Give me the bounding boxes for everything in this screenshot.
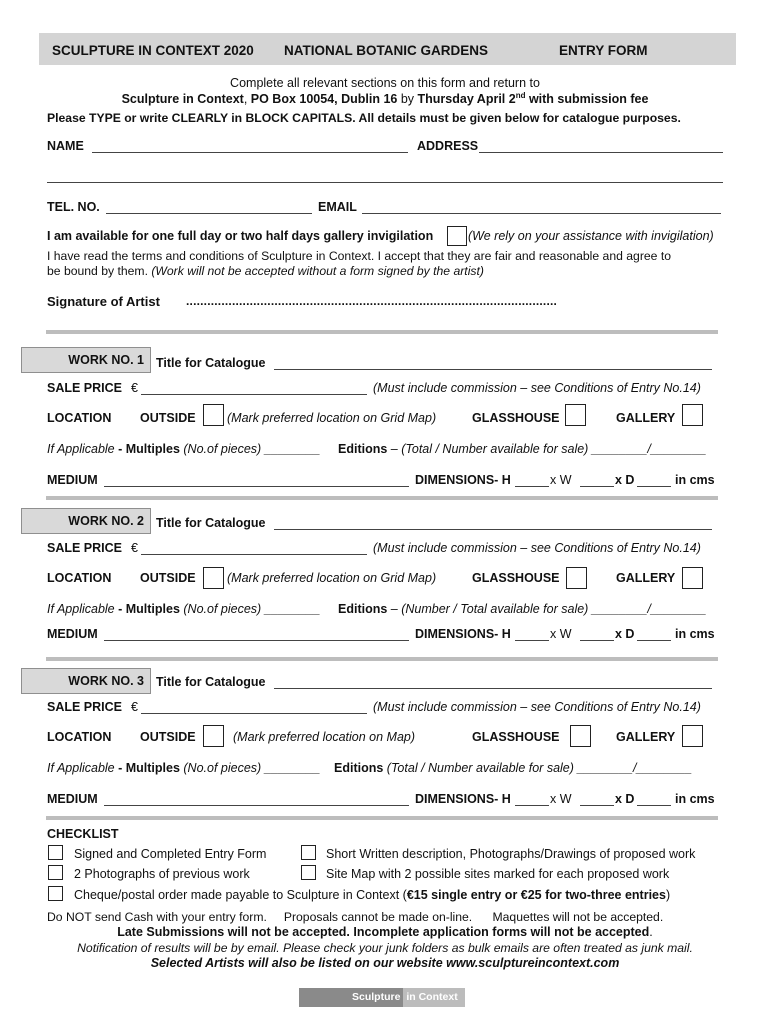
work-2-editions[interactable] <box>338 602 707 616</box>
work-1-multiples-label: - Multiples <box>114 442 180 456</box>
work-1-sale-note: (Must include commission – see Conditions of Entry No.14) <box>373 381 701 395</box>
work-1-medium-field[interactable] <box>104 474 409 487</box>
work-3-dimensions-label: DIMENSIONS- H <box>415 792 511 806</box>
work-1-outside-note: (Mark preferred location on Grid Map) <box>227 411 437 425</box>
footer-notification: Notification of results will be by email. Please check your junk folders as bulk emails are often treated as junk mail. <box>77 941 693 955</box>
footer-late-dot: . <box>649 925 653 939</box>
checklist-item-signed-form: Signed and Completed Entry Form <box>74 847 267 861</box>
checklist-checkbox-5[interactable] <box>48 886 63 901</box>
work-2-location-label: LOCATION <box>47 571 112 585</box>
work-1-outside-checkbox[interactable] <box>203 404 224 426</box>
tel-field[interactable] <box>106 201 312 214</box>
name-field[interactable] <box>92 140 408 153</box>
footer-late-notice <box>0 925 770 939</box>
work-3-outside-note: (Mark preferred location on Map) <box>233 730 416 744</box>
work-3-glasshouse-checkbox[interactable] <box>570 725 591 747</box>
work-2-dimensions-label: DIMENSIONS- H <box>415 627 511 641</box>
header-title: SCULPTURE IN CONTEXT 2020 <box>52 43 254 58</box>
work-1-gallery-label: GALLERY <box>616 411 676 425</box>
work-1-editions[interactable] <box>338 442 707 456</box>
email-field[interactable] <box>362 201 721 214</box>
work-2-height-field[interactable] <box>515 628 549 641</box>
work-2-editions-note: – (Number / Total available for sale) ________/________ <box>387 602 707 616</box>
intro-line-1: Complete all relevant sections on this form and return to <box>230 76 540 90</box>
checklist-cheque-end: ) <box>665 888 671 902</box>
logo-sculpture: Sculpture <box>299 988 403 1007</box>
work-1-cms: in cms <box>675 473 715 487</box>
work-3-divider <box>46 816 718 820</box>
work-2-width-field[interactable] <box>580 628 614 641</box>
checklist-fee: €15 single entry or €25 for two-three entries <box>406 888 666 902</box>
work-3-medium-field[interactable] <box>104 793 409 806</box>
checklist-item-description: Short Written description, Photographs/Drawings of proposed work <box>326 847 696 861</box>
checklist-checkbox-1[interactable] <box>48 845 63 860</box>
work-3-gallery-checkbox[interactable] <box>682 725 703 747</box>
footer-website: Selected Artists will also be listed on our website www.sculptureincontext.com <box>150 956 620 970</box>
checklist-item-photographs: 2 Photographs of previous work <box>74 867 250 881</box>
work-3-sale-label: SALE PRICE <box>47 700 123 714</box>
checklist-item-site-map: Site Map with 2 possible sites marked for each proposed work <box>326 867 670 881</box>
work-2-medium-label: MEDIUM <box>47 627 98 641</box>
intro-line-2 <box>0 91 770 106</box>
work-1-multiples-note: (No.of pieces) ________ <box>179 442 321 456</box>
work-2-divider <box>46 657 718 661</box>
intro-address: PO Box 10054, Dublin 16 <box>250 92 398 107</box>
work-1-height-field[interactable] <box>515 474 549 487</box>
work-1-divider <box>46 496 718 500</box>
work-3-multiples[interactable] <box>47 761 320 775</box>
work-3-editions[interactable] <box>334 761 692 775</box>
work-1-location-label: LOCATION <box>47 411 112 425</box>
footer-rules: Do NOT send Cash with your entry form. Proposals cannot be made on-line. Maquettes will not be accepted. <box>47 910 664 924</box>
work-1-dimensions-label: DIMENSIONS- H <box>415 473 511 487</box>
terms-line-2 <box>47 264 484 278</box>
address-label: ADDRESS <box>417 139 479 153</box>
checklist-title: CHECKLIST <box>47 827 119 841</box>
work-1-title-label: Title for Catalogue <box>156 356 266 370</box>
work-1-width-field[interactable] <box>580 474 614 487</box>
work-3-sale-field[interactable] <box>141 701 367 714</box>
work-2-medium-field[interactable] <box>104 628 409 641</box>
work-3-medium-label: MEDIUM <box>47 792 98 806</box>
work-2-multiples-pre: If Applicable <box>47 602 115 616</box>
invigilation-checkbox[interactable] <box>447 226 467 246</box>
intro-deadline: Thursday April 2 <box>417 92 516 107</box>
work-3-height-field[interactable] <box>515 793 549 806</box>
work-3-sale-note: (Must include commission – see Conditions of Entry No.14) <box>373 700 701 714</box>
work-2-outside-checkbox[interactable] <box>203 567 224 589</box>
checklist-checkbox-4[interactable] <box>301 865 316 880</box>
work-1-depth-field[interactable] <box>637 474 671 487</box>
address-field[interactable] <box>479 140 723 153</box>
work-2-outside-note: (Mark preferred location on Grid Map) <box>227 571 437 585</box>
checklist-checkbox-3[interactable] <box>48 865 63 880</box>
work-3-editions-note: (Total / Number available for sale) ________/________ <box>383 761 693 775</box>
work-1-medium-label: MEDIUM <box>47 473 98 487</box>
intro-by: by <box>397 92 418 107</box>
work-3-multiples-note: (No.of pieces) ________ <box>179 761 321 775</box>
instructions: Please TYPE or write CLEARLY in BLOCK CAPITALS. All details must be given below for catalogue purposes. <box>47 111 681 125</box>
work-3-euro: € <box>131 700 138 714</box>
work-1-multiples-pre: If Applicable <box>47 442 115 456</box>
work-3-dim-d: x D <box>615 792 635 806</box>
work-2-title-label: Title for Catalogue <box>156 516 266 530</box>
work-2-glasshouse-label: GLASSHOUSE <box>472 571 560 585</box>
work-2-cms: in cms <box>675 627 715 641</box>
work-3-label: WORK NO. 3 <box>21 668 151 694</box>
work-2-editions-label: Editions <box>338 602 388 616</box>
work-1-glasshouse-checkbox[interactable] <box>565 404 586 426</box>
work-1-euro: € <box>131 381 138 395</box>
work-1-glasshouse-label: GLASSHOUSE <box>472 411 560 425</box>
work-3-multiples-label: - Multiples <box>114 761 180 775</box>
work-3-outside-checkbox[interactable] <box>203 725 224 747</box>
terms-line-1: I have read the terms and conditions of Sculpture in Context. I accept that they are fair and reasonable and agree to <box>47 249 671 263</box>
work-3-dim-w: x W <box>550 792 572 806</box>
intro-deadline-suffix: nd <box>515 91 526 100</box>
invigilation-label: I am available for one full day or two half days gallery invigilation <box>47 229 434 243</box>
work-1-dim-d: x D <box>615 473 635 487</box>
intro-fee: with submission fee <box>525 92 649 107</box>
footer-logo <box>299 988 465 1007</box>
logo-in-context: in Context <box>403 991 458 1003</box>
work-3-editions-label: Editions <box>334 761 384 775</box>
signature-label: Signature of Artist <box>47 294 160 309</box>
work-2-gallery-label: GALLERY <box>616 571 676 585</box>
work-2-outside-label: OUTSIDE <box>140 571 196 585</box>
intro-org: Sculpture in Context <box>121 92 244 107</box>
work-2-sale-field[interactable] <box>141 542 367 555</box>
work-1-editions-label: Editions <box>338 442 388 456</box>
work-2-euro: € <box>131 541 138 555</box>
terms-warning: (Work will not be accepted without a form signed by the artist) <box>151 264 484 278</box>
checklist-cheque-text: Cheque/postal order made payable to Sculpture in Context ( <box>74 888 407 902</box>
work-3-cms: in cms <box>675 792 715 806</box>
section-divider <box>46 330 718 334</box>
terms-bound: be bound by them. <box>47 264 152 278</box>
work-1-title-field[interactable] <box>274 357 712 370</box>
work-1-label: WORK NO. 1 <box>21 347 151 373</box>
work-2-dim-d: x D <box>615 627 635 641</box>
work-2-gallery-checkbox[interactable] <box>682 567 703 589</box>
footer-late-text: Late Submissions will not be accepted. Incomplete application forms will not be accepted <box>117 925 650 939</box>
work-3-glasshouse-label: GLASSHOUSE <box>472 730 560 744</box>
work-1-sale-field[interactable] <box>141 382 367 395</box>
work-3-title-field[interactable] <box>274 676 712 689</box>
work-3-title-label: Title for Catalogue <box>156 675 266 689</box>
work-2-multiples-note: (No.of pieces) ________ <box>179 602 321 616</box>
invigilation-note: (We rely on your assistance with invigilation) <box>468 229 714 243</box>
work-1-sale-label: SALE PRICE <box>47 381 123 395</box>
work-1-gallery-checkbox[interactable] <box>682 404 703 426</box>
work-2-depth-field[interactable] <box>637 628 671 641</box>
work-3-gallery-label: GALLERY <box>616 730 676 744</box>
work-3-width-field[interactable] <box>580 793 614 806</box>
work-1-dim-w: x W <box>550 473 572 487</box>
work-3-outside-label: OUTSIDE <box>140 730 196 744</box>
checklist-item-cheque <box>74 888 670 902</box>
intro-comma: , <box>243 92 251 107</box>
work-2-glasshouse-checkbox[interactable] <box>566 567 587 589</box>
work-3-depth-field[interactable] <box>637 793 671 806</box>
work-2-sale-note: (Must include commission – see Conditions of Entry No.14) <box>373 541 701 555</box>
work-2-title-field[interactable] <box>274 517 712 530</box>
checklist-checkbox-2[interactable] <box>301 845 316 860</box>
name-label: NAME <box>47 139 84 153</box>
work-1-editions-note: – (Total / Number available for sale) ________/________ <box>387 442 707 456</box>
address-field-line-2[interactable] <box>47 170 723 183</box>
tel-label: TEL. NO. <box>47 200 100 214</box>
work-2-dim-w: x W <box>550 627 572 641</box>
work-2-multiples[interactable] <box>47 602 320 616</box>
work-2-multiples-label: - Multiples <box>114 602 180 616</box>
work-2-sale-label: SALE PRICE <box>47 541 123 555</box>
header-venue: NATIONAL BOTANIC GARDENS <box>284 43 488 58</box>
work-1-outside-label: OUTSIDE <box>140 411 196 425</box>
work-2-label: WORK NO. 2 <box>21 508 151 534</box>
work-3-location-label: LOCATION <box>47 730 112 744</box>
email-label: EMAIL <box>318 200 357 214</box>
signature-field[interactable]: ......................................................................................................... <box>186 294 558 308</box>
work-1-multiples[interactable] <box>47 442 320 456</box>
work-3-multiples-pre: If Applicable <box>47 761 115 775</box>
header-form-type: ENTRY FORM <box>559 43 648 58</box>
